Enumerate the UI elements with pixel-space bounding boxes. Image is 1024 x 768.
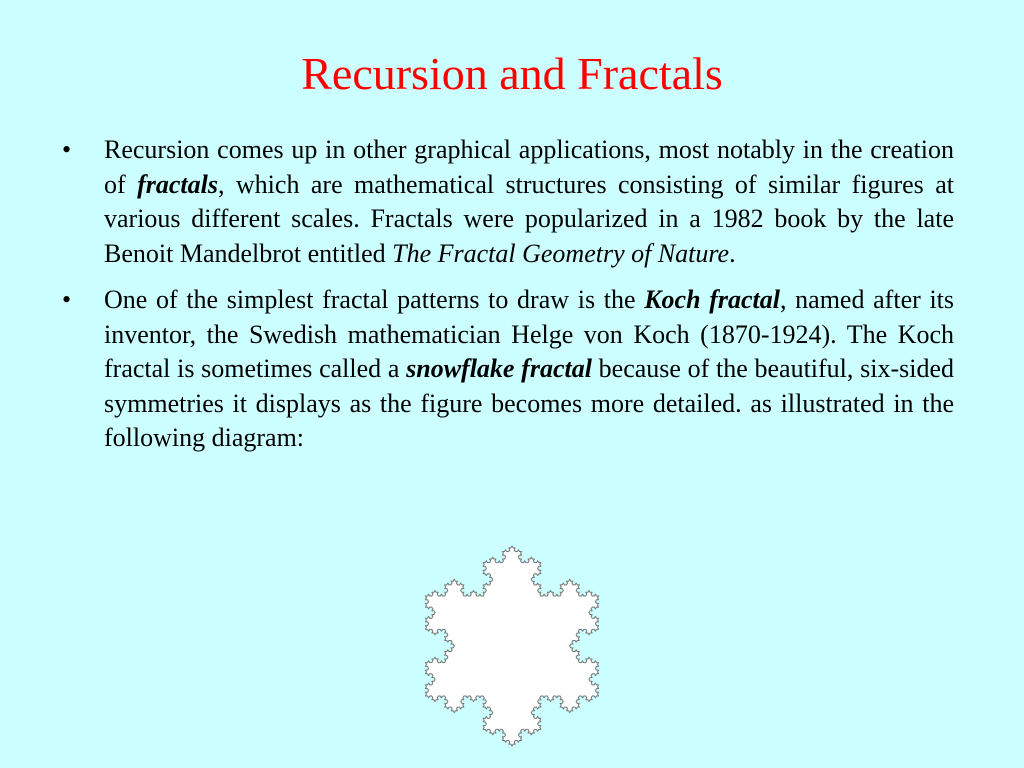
koch-snowflake-figure: [424, 544, 600, 748]
bullet-item-koch: [62, 283, 954, 456]
book-title: The Fractal Geometry of Nature: [392, 238, 730, 268]
bullet-dot-icon: •: [62, 285, 72, 314]
term-snowflake-fractal: snowflake fractal: [406, 354, 592, 383]
bullet2-text-3: because of the beautiful, six-sided symmetries it displays as the figure becomes more detailed. as illustrated in the following diagram:: [104, 354, 954, 452]
term-koch-fractal: Koch fractal: [644, 285, 780, 314]
slide-title: Recursion and Fractals: [301, 48, 723, 99]
bullet1-text: Recursion comes up in other graphical applications, most notably in the creation of: [104, 135, 954, 199]
bullet1-text-2: , which are mathematical structures consisting of similar figures at various different scales. Fractals were popularized in a 1982 book by the late Benoit Mandelbrot entitled: [104, 169, 954, 268]
bullet1-text-3: .: [729, 238, 736, 268]
bullet-dot-icon: •: [62, 135, 72, 164]
bullet2-text-2: , named after its inventor, the Swedish mathematician Helge von Koch (1870-1924). The Koch fractal is sometimes called a: [104, 285, 955, 383]
bullet-list: [62, 133, 954, 456]
bullet2-text: One of the simplest fractal patterns to draw is the: [104, 285, 645, 314]
bullet-item-recursion: [62, 133, 954, 271]
koch-snowflake-outline: [425, 546, 598, 746]
term-fractals: fractals: [137, 169, 218, 199]
